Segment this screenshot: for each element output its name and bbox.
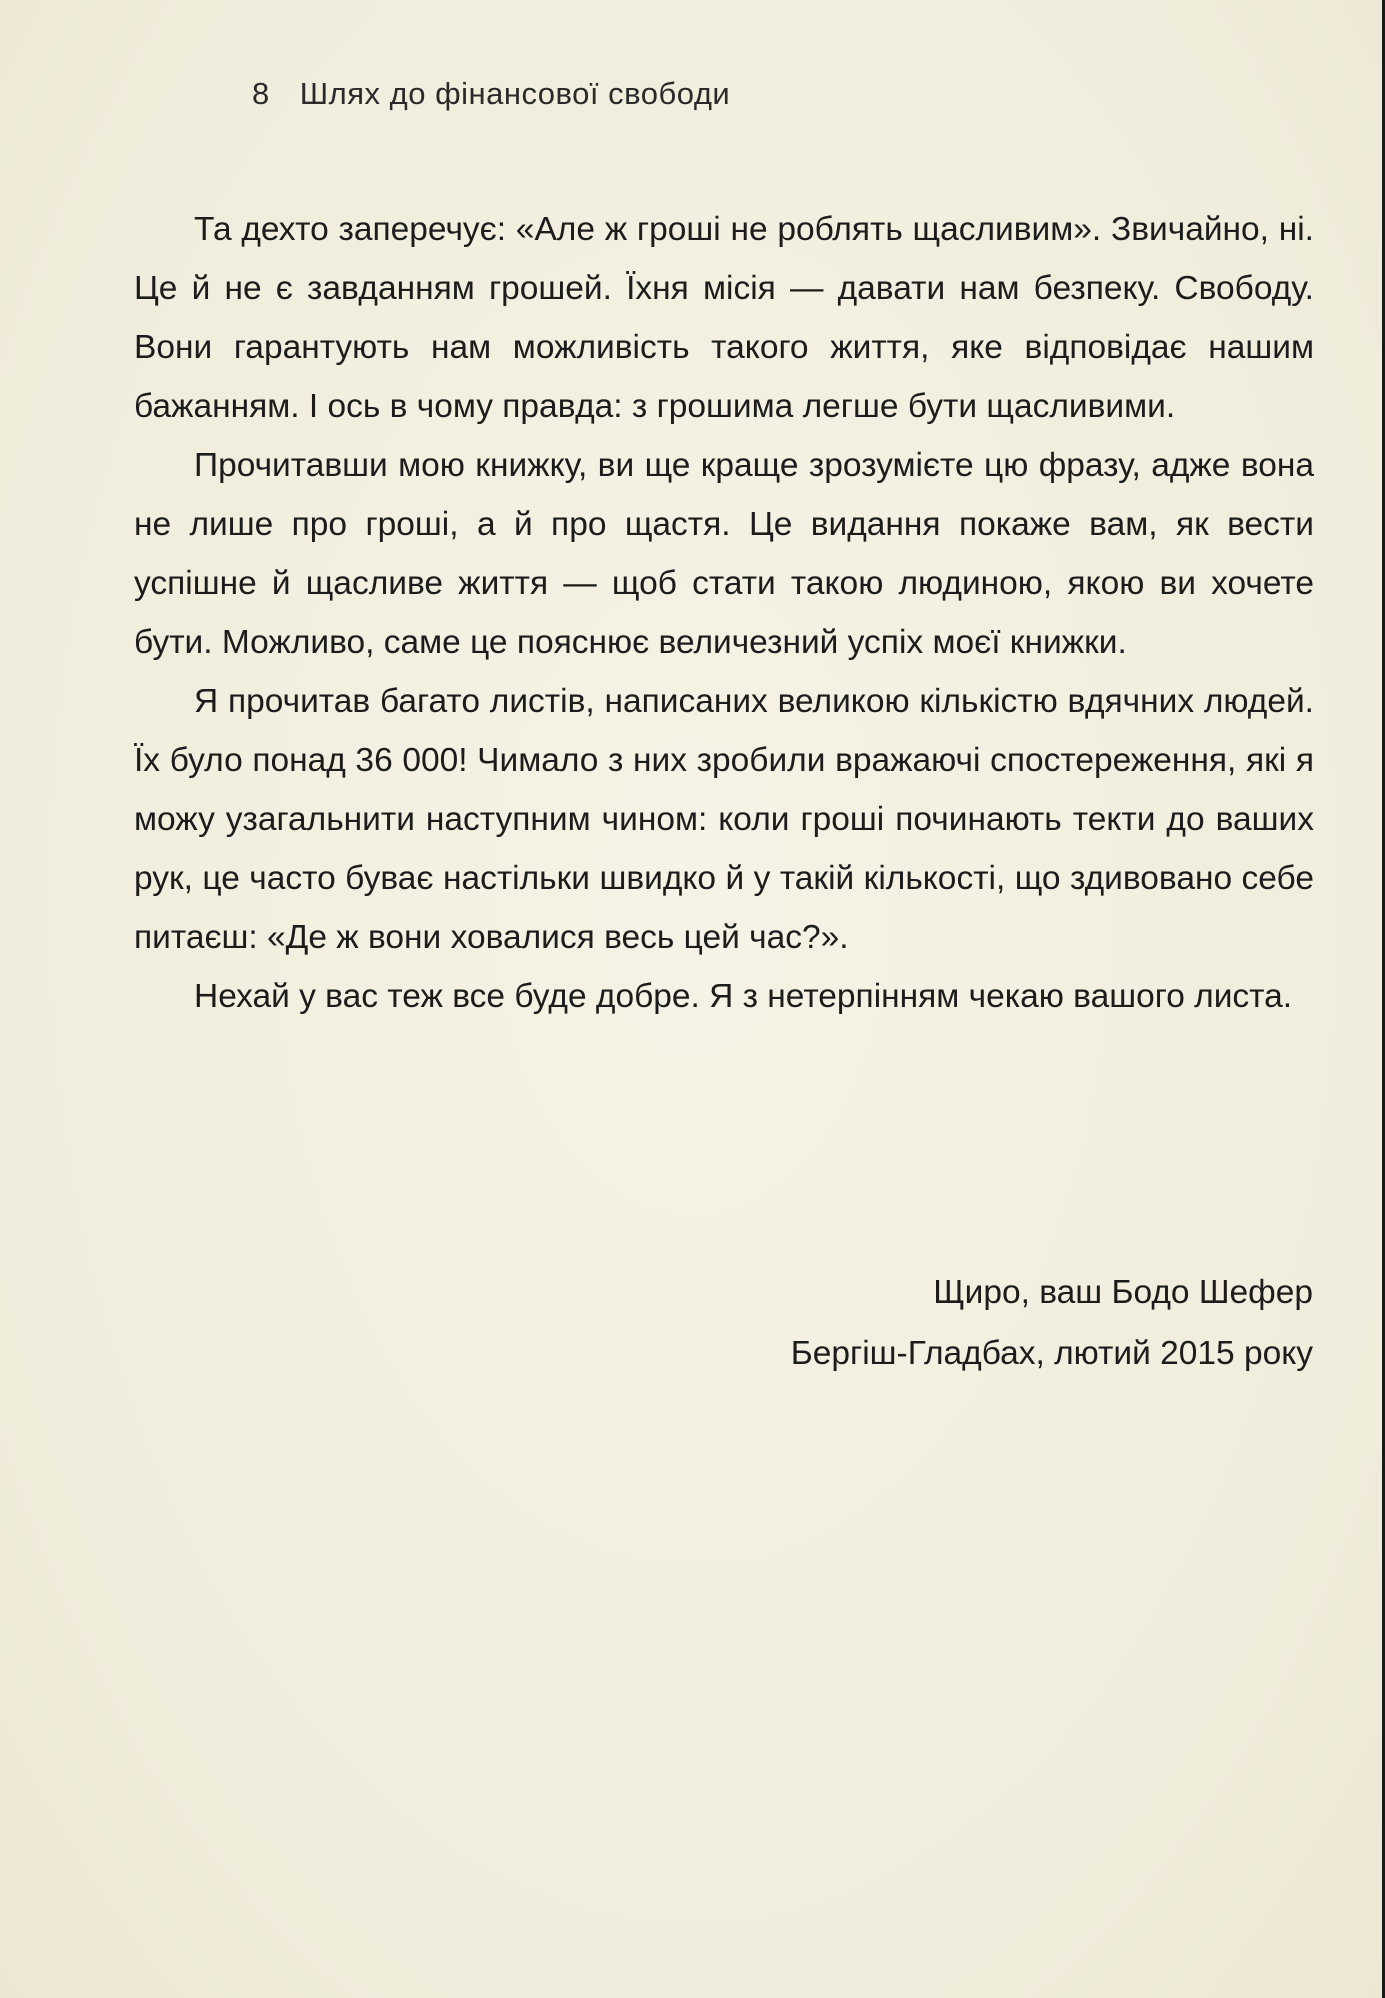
page-number: 8 xyxy=(252,76,270,111)
paragraph: Прочитавши мою книжку, ви ще краще зрозумієте цю фразу, адже вона не лише про гроші, а й про щастя. Це видання покаже вам, як вести успішне й щасливе життя — щоб стати такою людиною, якою ви хочете бути. Можливо, саме це пояснює величезний успіх моєї книжки. xyxy=(134,447,1314,661)
paragraph: Нехай у вас теж все буде добре. Я з нетерпінням чекаю вашого листа. xyxy=(194,978,1293,1015)
signature-place-date: Бергіш-Гладбах, лютий 2015 року xyxy=(790,1335,1313,1372)
running-head xyxy=(252,76,730,112)
signature-block xyxy=(791,1262,1313,1384)
signature-closing: Щиро, ваш Бодо Шефер xyxy=(933,1274,1313,1311)
paragraph: Та дехто заперечує: «Але ж гроші не роблять щасливим». Звичайно, ні. Це й не є завданням грошей. Їхня місія — давати нам безпеку. Свободу. Вони гарантують нам можливість такого життя, яке відповідає нашим бажанням. І ось в чому правда: з грошима легше бути щасливими. xyxy=(134,211,1314,425)
running-title: Шлях до фінансової свободи xyxy=(299,76,731,111)
body-text xyxy=(134,200,1314,1026)
paragraph: Я прочитав багато листів, написаних великою кількістю вдячних людей. Їх було понад 36 000! Чимало з них зробили вражаючі спостереження, які я можу узагальнити наступним чином: коли гроші починають текти до ваших рук, це часто буває настільки швидко й у такій кількості, що здивовано себе питаєш: «Де ж вони ховалися весь цей час?». xyxy=(134,683,1314,956)
